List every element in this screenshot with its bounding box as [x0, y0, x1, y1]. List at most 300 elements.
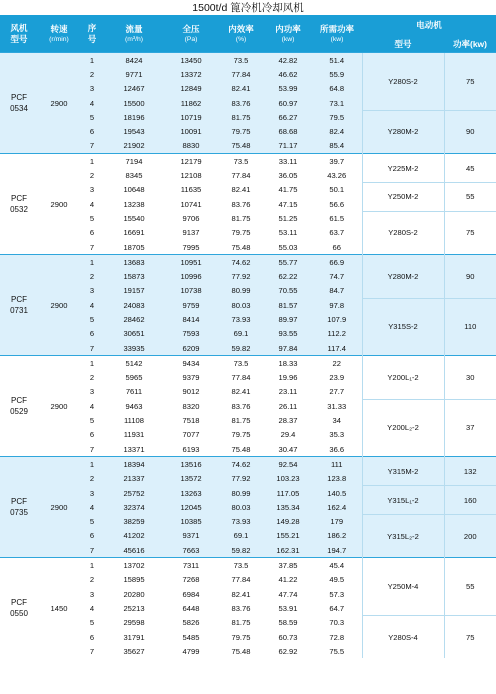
seq-cell: 1	[80, 558, 104, 573]
flow-cell: 15500	[104, 96, 164, 110]
motor-model-cell: Y280S-4	[362, 616, 444, 659]
internal-power-cell: 97.84	[264, 341, 312, 356]
efficiency-cell: 74.62	[218, 255, 264, 270]
pressure-cell: 10091	[164, 124, 218, 138]
flow-cell: 30651	[104, 327, 164, 341]
efficiency-cell: 73.5	[218, 154, 264, 169]
efficiency-cell: 75.48	[218, 139, 264, 154]
efficiency-cell: 82.41	[218, 183, 264, 197]
required-power-cell: 39.7	[312, 154, 362, 169]
required-power-cell: 34	[312, 413, 362, 427]
internal-power-cell: 53.11	[264, 226, 312, 240]
required-power-cell: 75.5	[312, 644, 362, 658]
flow-cell: 7611	[104, 385, 164, 399]
seq-cell: 5	[80, 515, 104, 529]
internal-power-cell: 29.4	[264, 428, 312, 442]
fan-model-number: 0735	[10, 508, 28, 518]
required-power-cell: 22	[312, 356, 362, 371]
internal-power-cell: 36.05	[264, 168, 312, 182]
flow-cell: 7194	[104, 154, 164, 169]
motor-power-cell: 55	[444, 183, 496, 212]
pressure-cell: 9434	[164, 356, 218, 371]
pressure-cell: 13450	[164, 53, 218, 68]
flow-cell: 13238	[104, 197, 164, 211]
efficiency-cell: 83.76	[218, 96, 264, 110]
internal-power-cell: 26.11	[264, 399, 312, 413]
required-power-cell: 23.9	[312, 371, 362, 385]
seq-cell: 3	[80, 486, 104, 500]
efficiency-cell: 77.92	[218, 472, 264, 486]
flow-cell: 19157	[104, 284, 164, 298]
required-power-cell: 112.2	[312, 327, 362, 341]
fan-model-series: PCF	[11, 93, 27, 103]
pressure-cell: 9759	[164, 298, 218, 312]
efficiency-cell: 77.84	[218, 67, 264, 81]
speed-cell: 2900	[38, 53, 80, 154]
pressure-cell: 7518	[164, 413, 218, 427]
seq-cell: 4	[80, 298, 104, 312]
motor-model-cell: Y250M-4	[362, 558, 444, 616]
efficiency-cell: 79.75	[218, 124, 264, 138]
pressure-cell: 8830	[164, 139, 218, 154]
internal-power-cell: 117.05	[264, 486, 312, 500]
flow-cell: 13702	[104, 558, 164, 573]
internal-power-cell: 18.33	[264, 356, 312, 371]
fan-model-cell	[0, 457, 38, 558]
flow-cell: 18196	[104, 110, 164, 124]
internal-power-cell: 60.97	[264, 96, 312, 110]
required-power-cell: 186.2	[312, 529, 362, 543]
required-power-cell: 64.8	[312, 82, 362, 96]
motor-power-cell: 45	[444, 154, 496, 183]
internal-power-cell: 92.54	[264, 457, 312, 472]
efficiency-cell: 73.93	[218, 515, 264, 529]
efficiency-cell: 73.5	[218, 356, 264, 371]
pressure-cell: 12849	[164, 82, 218, 96]
speed-cell: 2900	[38, 255, 80, 356]
internal-power-cell: 53.99	[264, 82, 312, 96]
efficiency-cell: 83.76	[218, 197, 264, 211]
table-row	[0, 457, 496, 472]
efficiency-cell: 81.75	[218, 413, 264, 427]
required-power-cell: 179	[312, 515, 362, 529]
required-power-cell: 74.7	[312, 269, 362, 283]
efficiency-cell: 83.76	[218, 601, 264, 615]
header-internal-power: 内功率 (kw)	[264, 15, 312, 53]
seq-cell: 2	[80, 168, 104, 182]
header-motor-model: 型号	[362, 35, 444, 53]
seq-cell: 6	[80, 529, 104, 543]
pressure-cell: 11862	[164, 96, 218, 110]
page-title: 1500t/d 篦冷机冷却风机	[192, 2, 304, 14]
pressure-cell: 13263	[164, 486, 218, 500]
required-power-cell: 123.8	[312, 472, 362, 486]
efficiency-cell: 80.03	[218, 298, 264, 312]
internal-power-cell: 58.59	[264, 616, 312, 630]
pressure-cell: 11635	[164, 183, 218, 197]
required-power-cell: 57.3	[312, 587, 362, 601]
pressure-cell: 7311	[164, 558, 218, 573]
flow-cell: 15540	[104, 211, 164, 225]
efficiency-cell: 75.48	[218, 240, 264, 255]
flow-cell: 25213	[104, 601, 164, 615]
flow-cell: 10648	[104, 183, 164, 197]
speed-cell: 2900	[38, 356, 80, 457]
motor-power-cell: 110	[444, 298, 496, 356]
table-row	[0, 154, 496, 169]
internal-power-cell: 41.22	[264, 573, 312, 587]
seq-cell: 4	[80, 96, 104, 110]
pressure-cell: 7268	[164, 573, 218, 587]
pressure-cell: 7077	[164, 428, 218, 442]
header-efficiency: 内效率 (%)	[218, 15, 264, 53]
table-row	[0, 255, 496, 270]
internal-power-cell: 55.77	[264, 255, 312, 270]
internal-power-cell: 81.57	[264, 298, 312, 312]
pressure-cell: 12179	[164, 154, 218, 169]
required-power-cell: 107.9	[312, 312, 362, 326]
fan-model-number: 0532	[10, 205, 28, 215]
efficiency-cell: 82.41	[218, 385, 264, 399]
seq-cell: 3	[80, 183, 104, 197]
header-required-power: 所需功率 (kw)	[312, 15, 362, 53]
speed-cell: 1450	[38, 558, 80, 659]
pressure-cell: 8320	[164, 399, 218, 413]
required-power-cell: 61.5	[312, 211, 362, 225]
required-power-cell: 55.9	[312, 67, 362, 81]
internal-power-cell: 68.68	[264, 124, 312, 138]
pressure-cell: 12045	[164, 500, 218, 514]
seq-cell: 6	[80, 124, 104, 138]
seq-cell: 4	[80, 500, 104, 514]
fan-model-cell	[0, 154, 38, 255]
required-power-cell: 72.8	[312, 630, 362, 644]
internal-power-cell: 93.55	[264, 327, 312, 341]
motor-model-cell: Y280S-2	[362, 211, 444, 254]
flow-cell: 15895	[104, 573, 164, 587]
flow-cell: 21337	[104, 472, 164, 486]
motor-power-cell: 90	[444, 255, 496, 298]
motor-model-cell: Y250M-2	[362, 183, 444, 212]
internal-power-cell: 30.47	[264, 442, 312, 457]
pressure-cell: 6209	[164, 341, 218, 356]
fan-model-cell	[0, 53, 38, 154]
efficiency-cell: 73.93	[218, 312, 264, 326]
flow-cell: 28462	[104, 312, 164, 326]
flow-cell: 24083	[104, 298, 164, 312]
efficiency-cell: 81.75	[218, 211, 264, 225]
motor-model-cell: Y200L₁-2	[362, 356, 444, 399]
seq-cell: 7	[80, 442, 104, 457]
fan-model-series: PCF	[11, 598, 27, 608]
required-power-cell: 79.5	[312, 110, 362, 124]
internal-power-cell: 149.28	[264, 515, 312, 529]
fan-model-number: 0534	[10, 104, 28, 114]
pressure-cell: 8414	[164, 312, 218, 326]
internal-power-cell: 28.37	[264, 413, 312, 427]
internal-power-cell: 162.31	[264, 543, 312, 558]
flow-cell: 29598	[104, 616, 164, 630]
pressure-cell: 12108	[164, 168, 218, 182]
efficiency-cell: 79.75	[218, 226, 264, 240]
header-fan-model: 风机 型号	[0, 15, 38, 53]
internal-power-cell: 103.23	[264, 472, 312, 486]
required-power-cell: 43.26	[312, 168, 362, 182]
pressure-cell: 9371	[164, 529, 218, 543]
seq-cell: 4	[80, 601, 104, 615]
internal-power-cell: 51.25	[264, 211, 312, 225]
pressure-cell: 13372	[164, 67, 218, 81]
required-power-cell: 31.33	[312, 399, 362, 413]
required-power-cell: 66.9	[312, 255, 362, 270]
seq-cell: 1	[80, 356, 104, 371]
fan-model-cell	[0, 255, 38, 356]
flow-cell: 13683	[104, 255, 164, 270]
flow-cell: 20280	[104, 587, 164, 601]
motor-power-cell: 90	[444, 110, 496, 153]
seq-cell: 6	[80, 428, 104, 442]
seq-cell: 2	[80, 472, 104, 486]
required-power-cell: 85.4	[312, 139, 362, 154]
seq-cell: 7	[80, 543, 104, 558]
pressure-cell: 7995	[164, 240, 218, 255]
seq-cell: 2	[80, 573, 104, 587]
internal-power-cell: 46.62	[264, 67, 312, 81]
flow-cell: 31791	[104, 630, 164, 644]
pressure-cell: 9137	[164, 226, 218, 240]
flow-cell: 15873	[104, 269, 164, 283]
efficiency-cell: 59.82	[218, 341, 264, 356]
flow-cell: 25752	[104, 486, 164, 500]
required-power-cell: 73.1	[312, 96, 362, 110]
internal-power-cell: 53.91	[264, 601, 312, 615]
pressure-cell: 6193	[164, 442, 218, 457]
flow-cell: 38259	[104, 515, 164, 529]
flow-cell: 32374	[104, 500, 164, 514]
seq-cell: 3	[80, 587, 104, 601]
table-header	[0, 15, 496, 53]
header-seq: 序 号	[80, 15, 104, 53]
seq-cell: 7	[80, 341, 104, 356]
flow-cell: 5965	[104, 371, 164, 385]
internal-power-cell: 47.15	[264, 197, 312, 211]
fan-model-series: PCF	[11, 194, 27, 204]
internal-power-cell: 47.74	[264, 587, 312, 601]
pressure-cell: 9012	[164, 385, 218, 399]
flow-cell: 11108	[104, 413, 164, 427]
internal-power-cell: 41.75	[264, 183, 312, 197]
seq-cell: 5	[80, 413, 104, 427]
pressure-cell: 10951	[164, 255, 218, 270]
required-power-cell: 49.5	[312, 573, 362, 587]
internal-power-cell: 23.11	[264, 385, 312, 399]
seq-cell: 5	[80, 110, 104, 124]
seq-cell: 1	[80, 457, 104, 472]
required-power-cell: 70.3	[312, 616, 362, 630]
table-row	[0, 53, 496, 68]
required-power-cell: 50.1	[312, 183, 362, 197]
seq-cell: 5	[80, 211, 104, 225]
flow-cell: 16691	[104, 226, 164, 240]
seq-cell: 6	[80, 327, 104, 341]
seq-cell: 6	[80, 630, 104, 644]
efficiency-cell: 79.75	[218, 428, 264, 442]
efficiency-cell: 80.99	[218, 284, 264, 298]
pressure-cell: 10719	[164, 110, 218, 124]
motor-power-cell: 37	[444, 399, 496, 457]
motor-model-cell: Y315S-2	[362, 298, 444, 356]
header-motor: 电动机	[362, 15, 496, 35]
speed-cell: 2900	[38, 457, 80, 558]
flow-cell: 8424	[104, 53, 164, 68]
internal-power-cell: 19.96	[264, 371, 312, 385]
header-speed: 转速 (r/min)	[38, 15, 80, 53]
efficiency-cell: 73.5	[218, 558, 264, 573]
internal-power-cell: 135.34	[264, 500, 312, 514]
efficiency-cell: 77.84	[218, 168, 264, 182]
table-row	[0, 356, 496, 371]
seq-cell: 7	[80, 139, 104, 154]
pressure-cell: 6448	[164, 601, 218, 615]
pressure-cell: 10385	[164, 515, 218, 529]
flow-cell: 11931	[104, 428, 164, 442]
fan-model-cell	[0, 558, 38, 659]
seq-cell: 3	[80, 385, 104, 399]
seq-cell: 2	[80, 371, 104, 385]
header-flow: 流量 (m³/h)	[104, 15, 164, 53]
seq-cell: 2	[80, 269, 104, 283]
fan-model-series: PCF	[11, 295, 27, 305]
motor-model-cell: Y280S-2	[362, 53, 444, 111]
required-power-cell: 194.7	[312, 543, 362, 558]
seq-cell: 2	[80, 67, 104, 81]
required-power-cell: 64.7	[312, 601, 362, 615]
fan-model-number: 0731	[10, 306, 28, 316]
motor-model-cell: Y315L₂-2	[362, 515, 444, 558]
efficiency-cell: 75.48	[218, 442, 264, 457]
flow-cell: 33935	[104, 341, 164, 356]
flow-cell: 9771	[104, 67, 164, 81]
motor-power-cell: 132	[444, 457, 496, 486]
internal-power-cell: 55.03	[264, 240, 312, 255]
motor-model-cell: Y315L₁-2	[362, 486, 444, 515]
flow-cell: 12467	[104, 82, 164, 96]
internal-power-cell: 71.17	[264, 139, 312, 154]
pressure-cell: 7663	[164, 543, 218, 558]
pressure-cell: 6984	[164, 587, 218, 601]
motor-model-cell: Y280M-2	[362, 255, 444, 298]
seq-cell: 5	[80, 616, 104, 630]
seq-cell: 1	[80, 53, 104, 68]
fan-model-number: 0529	[10, 407, 28, 417]
flow-cell: 13371	[104, 442, 164, 457]
internal-power-cell: 66.27	[264, 110, 312, 124]
flow-cell: 8345	[104, 168, 164, 182]
header-motor-power: 功率(kw)	[444, 35, 496, 53]
pressure-cell: 10738	[164, 284, 218, 298]
fan-spec-table	[0, 15, 496, 658]
flow-cell: 18705	[104, 240, 164, 255]
efficiency-cell: 77.84	[218, 573, 264, 587]
flow-cell: 41202	[104, 529, 164, 543]
required-power-cell: 82.4	[312, 124, 362, 138]
efficiency-cell: 80.99	[218, 486, 264, 500]
required-power-cell: 140.5	[312, 486, 362, 500]
fan-model-series: PCF	[11, 396, 27, 406]
efficiency-cell: 79.75	[218, 630, 264, 644]
required-power-cell: 84.7	[312, 284, 362, 298]
table-body	[0, 53, 496, 659]
pressure-cell: 10996	[164, 269, 218, 283]
seq-cell: 7	[80, 644, 104, 658]
internal-power-cell: 42.82	[264, 53, 312, 68]
fan-model-number: 0550	[10, 609, 28, 619]
motor-model-cell: Y280M-2	[362, 110, 444, 153]
motor-model-cell: Y200L₂-2	[362, 399, 444, 457]
internal-power-cell: 62.92	[264, 644, 312, 658]
motor-power-cell: 160	[444, 486, 496, 515]
pressure-cell: 5485	[164, 630, 218, 644]
flow-cell: 18394	[104, 457, 164, 472]
seq-cell: 1	[80, 154, 104, 169]
seq-cell: 3	[80, 82, 104, 96]
flow-cell: 35627	[104, 644, 164, 658]
efficiency-cell: 80.03	[218, 500, 264, 514]
required-power-cell: 51.4	[312, 53, 362, 68]
efficiency-cell: 77.92	[218, 269, 264, 283]
motor-power-cell: 30	[444, 356, 496, 399]
efficiency-cell: 73.5	[218, 53, 264, 68]
efficiency-cell: 82.41	[218, 82, 264, 96]
internal-power-cell: 37.85	[264, 558, 312, 573]
motor-model-cell: Y315M-2	[362, 457, 444, 486]
pressure-cell: 5826	[164, 616, 218, 630]
speed-cell: 2900	[38, 154, 80, 255]
internal-power-cell: 89.97	[264, 312, 312, 326]
motor-power-cell: 75	[444, 53, 496, 111]
pressure-cell: 4799	[164, 644, 218, 658]
header-pressure: 全压 (Pa)	[164, 15, 218, 53]
internal-power-cell: 70.55	[264, 284, 312, 298]
pressure-cell: 9379	[164, 371, 218, 385]
required-power-cell: 63.7	[312, 226, 362, 240]
required-power-cell: 66	[312, 240, 362, 255]
pressure-cell: 7593	[164, 327, 218, 341]
seq-cell: 6	[80, 226, 104, 240]
internal-power-cell: 60.73	[264, 630, 312, 644]
motor-power-cell: 75	[444, 616, 496, 659]
required-power-cell: 56.6	[312, 197, 362, 211]
efficiency-cell: 82.41	[218, 587, 264, 601]
motor-power-cell: 55	[444, 558, 496, 616]
required-power-cell: 35.3	[312, 428, 362, 442]
flow-cell: 19543	[104, 124, 164, 138]
required-power-cell: 45.4	[312, 558, 362, 573]
motor-power-cell: 75	[444, 211, 496, 254]
efficiency-cell: 83.76	[218, 399, 264, 413]
efficiency-cell: 75.48	[218, 644, 264, 658]
pressure-cell: 13516	[164, 457, 218, 472]
seq-cell: 5	[80, 312, 104, 326]
pressure-cell: 9706	[164, 211, 218, 225]
internal-power-cell: 62.22	[264, 269, 312, 283]
seq-cell: 4	[80, 197, 104, 211]
internal-power-cell: 155.21	[264, 529, 312, 543]
flow-cell: 9463	[104, 399, 164, 413]
required-power-cell: 27.7	[312, 385, 362, 399]
required-power-cell: 97.8	[312, 298, 362, 312]
seq-cell: 7	[80, 240, 104, 255]
